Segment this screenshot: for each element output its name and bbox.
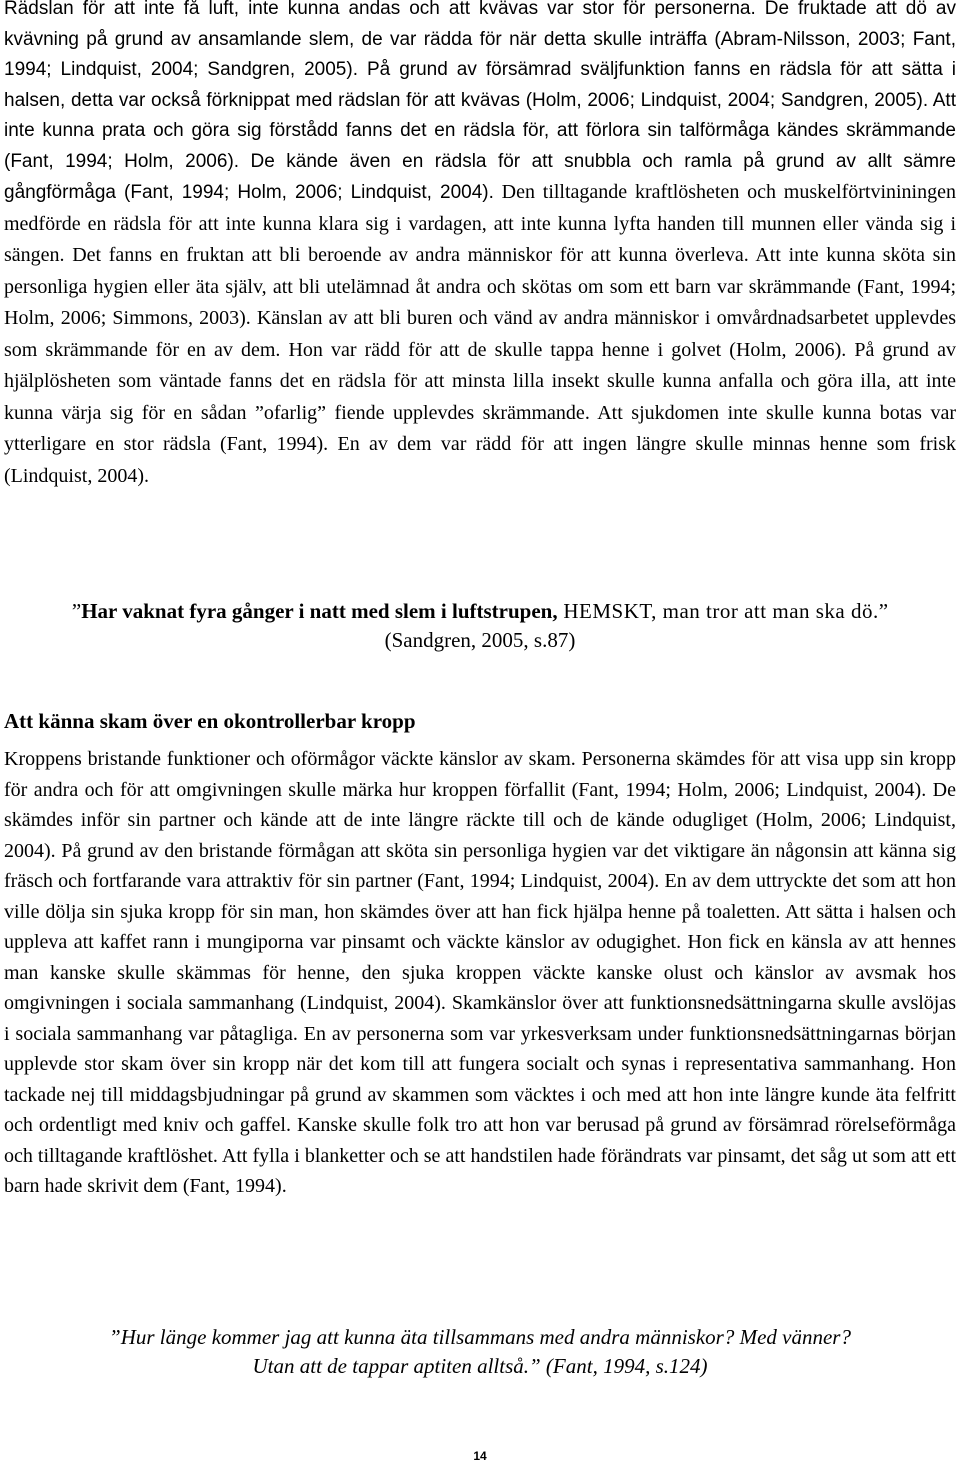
- paragraph-fears-part-a: Rädslan för att inte få luft, inte kunna andas och att kvävas var stor för personerna. De fruktade att dö av kvävning på grund av ansamlande slem, de var rädda för när detta skulle inträffa (Abram-Nilsson, 2003; Fant, 1994; Lindquist, 2004; Sandgren, 2005). På grund av försämrad sväljfunktion fanns en rädsla för att sätta i halsen, detta var också förknippat med rädslan för att kvävas (Holm, 2006; Lindquist, 2004; Sandgren, 2005). Att inte kunna prata och göra sig förstådd fanns det en rädsla för, att förlora sin talförmåga kändes skrämmande (Fant, 1994; Holm, 2006). De kände även en rädsla för att snubbla och ramla på grund av allt sämre gångförmåga (Fant, 1994; Holm, 2006; Lindquist, 2004).: [4, 0, 956, 203]
- block-quote-fant: [0, 1323, 960, 1381]
- quote-close-mark: ”: [878, 599, 889, 623]
- block-quote-sandgren: [0, 597, 960, 655]
- section-heading: Att känna skam över en okontrollerbar kropp: [4, 709, 416, 733]
- paragraph-fears-part-c: . Att sjukdomen inte skulle kunna botas var ytterligare en stor rädsla (Fant, 1994). En av dem var rädd för att ingen längre skulle minnas henne som frisk (Lindquist, 2004).: [4, 401, 956, 487]
- paragraph-fears: [4, 0, 956, 492]
- paragraph-fears-part-b: Den tilltagande kraftlösheten och muskelförtvininingen medförde en rädsla för att inte kunna klara sig i vardagen, att inte kunna lyfta handen till munnen eller vända sig i sängen. Det fanns en fruktan att bli beroende av andra människor för att kunna överleva. Att inte kunna sköta sin personliga hygien eller äta själv, att bli utelämnad åt andra och skötas om som ett barn var skrämmande (Fant, 1994; Holm, 2006; Simmons, 2003). Känslan av att bli buren och vänd av andra människor i omvårdnadsarbetet upplevdes som skrämmande för en av dem. Hon var rädd för att de skulle tappa henne i golvet (Holm, 2006). På grund av hjälplösheten som väntade fanns det en rädsla för att minsta lilla insekt skulle kunna anfalla och göra illa, att inte kunna värja sig för en sådan ”ofarlig” fiende upplevdes skrämmande: [4, 181, 956, 424]
- quote-open-mark: ”: [71, 599, 82, 623]
- quote-bold-text: Har vaknat fyra gånger i natt med slem i luftstrupen,: [81, 599, 558, 623]
- quote-citation: (Sandgren, 2005, s.87): [384, 628, 576, 652]
- quote-normal-text: HEMSKT, man tror att man ska dö.: [557, 599, 879, 623]
- quote-line-1: ”Hur länge kommer jag att kunna äta tillsammans med andra människor? Med vänner?: [109, 1325, 851, 1349]
- page-number: 14: [473, 1449, 487, 1463]
- quote-line-2: Utan att de tappar aptiten alltså.” (Fant, 1994, s.124): [252, 1354, 708, 1378]
- paragraph-shame: Kroppens bristande funktioner och oförmågor väckte känslor av skam. Personerna skämdes för att visa upp sin kropp för andra och för att omgivningen skulle märka hur kroppen förfallit (Fant, 1994; Holm, 2006; Lindquist, 2004). De skämdes inför sin partner och kände att de inte längre räckte till och de kände odugliget (Holm, 2006; Lindquist, 2004). På grund av den bristande förmågan att sköta sin personliga hygien var det viktigare än någonsin att känna sig fräsch och fortfarande vara attraktiv för sin partner (Fant, 1994; Lindquist, 2004). En av dem uttryckte det som att hon ville dölja sin sjuka kropp för sin man, hon skämdes över att han fick hjälpa henne på toaletten. Att sätta i halsen och uppleva att kaffet rann i mungiporna var pinsamt och väckte känslor av odugighet. Hon fick en känsla av att hennes man kanske skulle skämmas för henne, den sjuka kroppen väckte kanske olust och känslor av avsmak hos omgivningen i sociala sammanhang (Lindquist, 2004). Skamkänslor över att funktionsnedsättningarna skulle avslöjas i sociala sammanhang var påtagliga. En av personerna som var yrkesverksam under funktionsnedsättningarnas början upplevde stor skam över sin kropp när det kom till att fungera socialt och synas i representativa sammanhang. Hon tackade nej till middagsbjudningar på grund av skammen som väcktes i och med att hon inte längre kunde äta felfritt och ordentligt med kniv och gaffel. Kanske skulle folk tro att hon var berusad på grund av försämrad rörelseförmåga och tilltagande kraftlöshet. Att fylla i blanketter och se att handstilen hade förändrats var pinsamt, det såg ut som att ett barn hade skrivit dem (Fant, 1994).: [4, 748, 956, 1197]
